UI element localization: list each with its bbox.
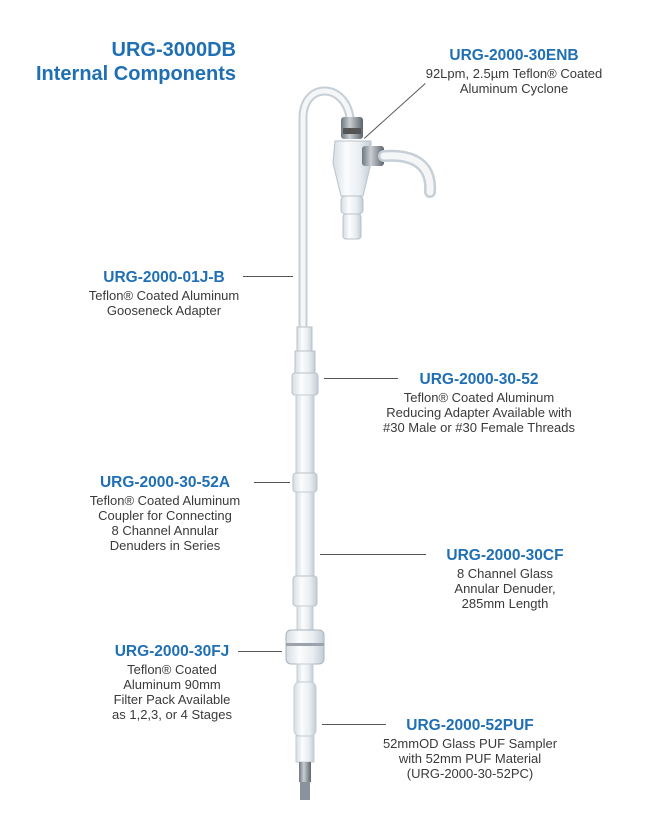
callout-cyclone	[400, 46, 628, 96]
part-description: 52mmOD Glass PUF Sampler	[382, 736, 558, 751]
part-number: URG-2000-30ENB	[449, 47, 579, 64]
part-description: as 1,2,3, or 4 Stages	[112, 707, 232, 722]
part-description: 8 Channel Glass	[456, 566, 554, 581]
part-description: Teflon® Coated Aluminum	[88, 288, 240, 303]
callout-filter-pack	[80, 642, 264, 722]
part-description: Filter Pack Available	[113, 692, 231, 707]
leader-line	[238, 651, 282, 652]
leader-line	[243, 276, 293, 277]
page-title	[30, 38, 236, 86]
callout-gooseneck	[64, 268, 264, 318]
title-line-1: URG-3000DB	[111, 39, 236, 61]
part-number: URG-2000-30-52	[419, 371, 539, 388]
callout-puf-sampler	[360, 716, 580, 781]
part-description: Aluminum 90mm	[123, 677, 221, 692]
part-description: (URG-2000-30-52PC)	[406, 766, 534, 781]
sampler-column	[286, 327, 324, 800]
cyclone-body	[333, 117, 430, 239]
part-description: #30 Male or #30 Female Threads	[383, 420, 575, 435]
part-description: with 52mm PUF Material	[398, 751, 542, 766]
callout-denuder	[420, 546, 590, 611]
part-description: Annular Denuder,	[454, 581, 556, 596]
title-line-2: Internal Components	[35, 63, 236, 85]
part-description: Denuders in Series	[109, 538, 221, 553]
part-description: Gooseneck Adapter	[106, 303, 222, 318]
part-description: Aluminum Cyclone	[459, 81, 569, 96]
part-number: URG-2000-30-52A	[99, 474, 231, 491]
part-description: 285mm Length	[461, 596, 549, 611]
callout-coupler	[60, 473, 270, 553]
callout-reducing-adapter	[366, 370, 592, 435]
part-description: Coupler for Connecting	[98, 508, 232, 523]
leader-line	[254, 482, 290, 483]
part-description: Teflon® Coated Aluminum	[403, 390, 555, 405]
part-description: 92Lpm, 2.5µm Teflon® Coated	[425, 66, 603, 81]
part-description: 8 Channel Annular	[111, 523, 219, 538]
part-description: Teflon® Coated	[127, 662, 217, 677]
part-number: URG-2000-30CF	[446, 547, 564, 564]
part-number: URG-2000-01J-B	[103, 269, 225, 286]
leader-line	[320, 554, 426, 555]
part-number: URG-2000-30FJ	[114, 643, 230, 660]
part-description: Reducing Adapter Available with	[386, 405, 572, 420]
part-number: URG-2000-52PUF	[406, 717, 534, 734]
part-description: Teflon® Coated Aluminum	[89, 493, 241, 508]
